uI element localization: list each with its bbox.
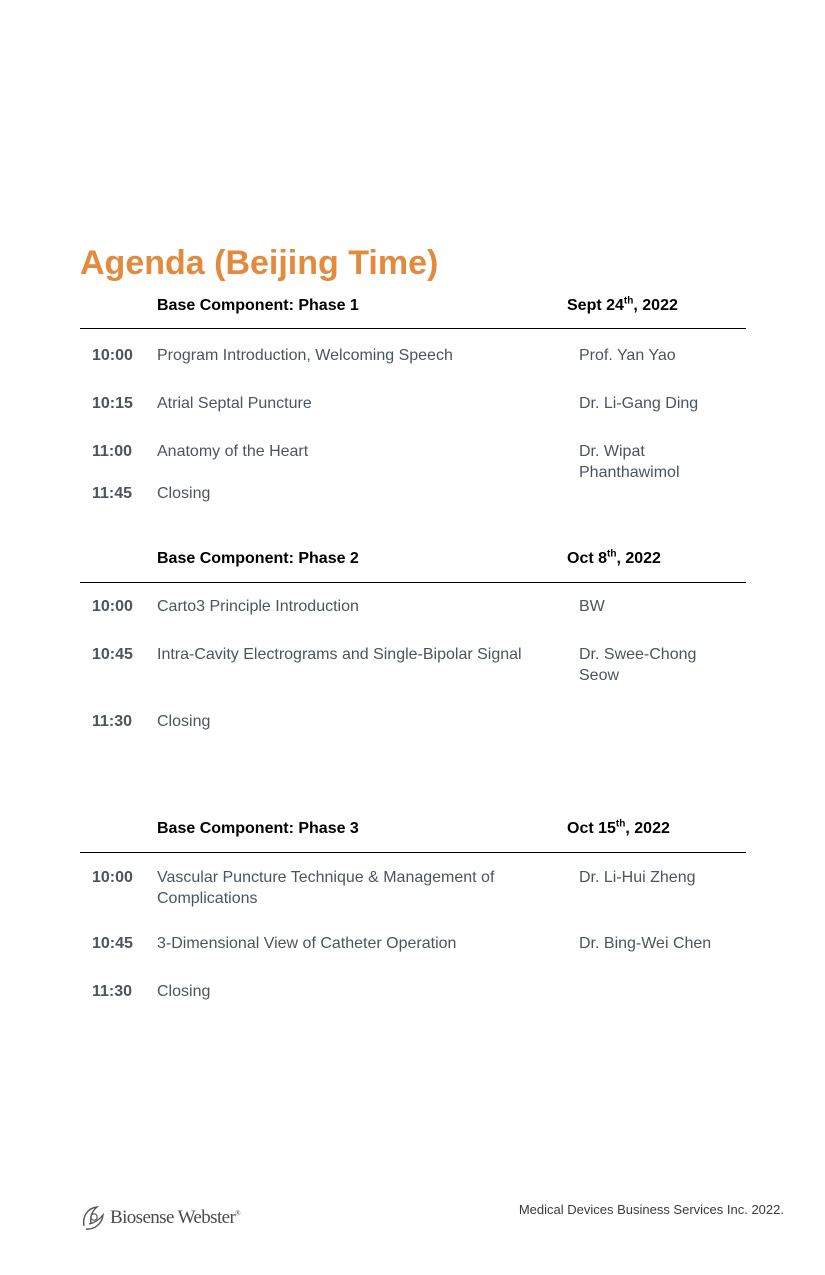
session-title: Intra-Cavity Electrograms and Single-Bipolar Signal [157,646,522,663]
session-time: 11:00 [92,443,133,460]
section-date: Sept 24th, 2022 [567,295,678,314]
session-title: 3-Dimensional View of Catheter Operation [157,935,457,952]
session-time: 10:45 [92,935,133,952]
agenda-section-phase-2 [80,548,746,730]
session-speaker: Dr. Li-Gang Ding [579,395,699,412]
section-divider [80,852,746,853]
session-time: 10:00 [92,869,133,886]
company-logo [80,1203,240,1233]
section-title: Base Component: Phase 2 [157,550,359,567]
session-title: Closing [157,983,211,1000]
section-header [80,550,746,590]
session-title: Anatomy of the Heart [157,443,309,460]
session-time: 10:45 [92,646,133,663]
biosense-webster-logo-icon [80,1204,106,1232]
session-time: 11:30 [92,713,133,730]
section-header [80,297,746,337]
session-time: 10:15 [92,395,133,412]
session-time: 11:45 [92,485,133,502]
session-title: Closing [157,485,211,502]
session-speaker: Dr. Swee-Chong Seow [579,646,697,684]
section-divider [80,582,746,583]
page-title: Agenda (Beijing Time) [80,244,439,282]
session-time: 11:30 [92,983,133,1000]
session-speaker: Dr. Wipat Phanthawimol [579,443,680,481]
copyright-text: Medical Devices Business Services Inc. 2022. [518,1202,784,1217]
agenda-section-phase-1 [80,295,746,502]
session-time: 10:00 [92,598,133,615]
session-title: Carto3 Principle Introduction [157,598,359,615]
session-title: Atrial Septal Puncture [157,395,312,412]
session-speaker: Dr. Bing-Wei Chen [579,935,712,952]
session-time: 10:00 [92,347,133,364]
section-title: Base Component: Phase 1 [157,297,359,314]
section-divider [80,328,746,329]
session-title: Closing [157,713,211,730]
session-speaker: Prof. Yan Yao [579,347,676,364]
section-title: Base Component: Phase 3 [157,820,359,837]
session-title: Program Introduction, Welcoming Speech [157,347,453,364]
section-header [80,820,746,860]
session-title: Vascular Puncture Technique & Management of Complications [157,869,495,907]
logo-wordmark: Biosense Webster® [110,1207,240,1228]
section-date: Oct 8th, 2022 [567,548,661,567]
agenda-section-phase-3 [80,818,746,1000]
session-speaker: Dr. Li-Hui Zheng [579,869,696,886]
session-speaker: BW [579,598,605,615]
section-date: Oct 15th, 2022 [567,818,670,837]
